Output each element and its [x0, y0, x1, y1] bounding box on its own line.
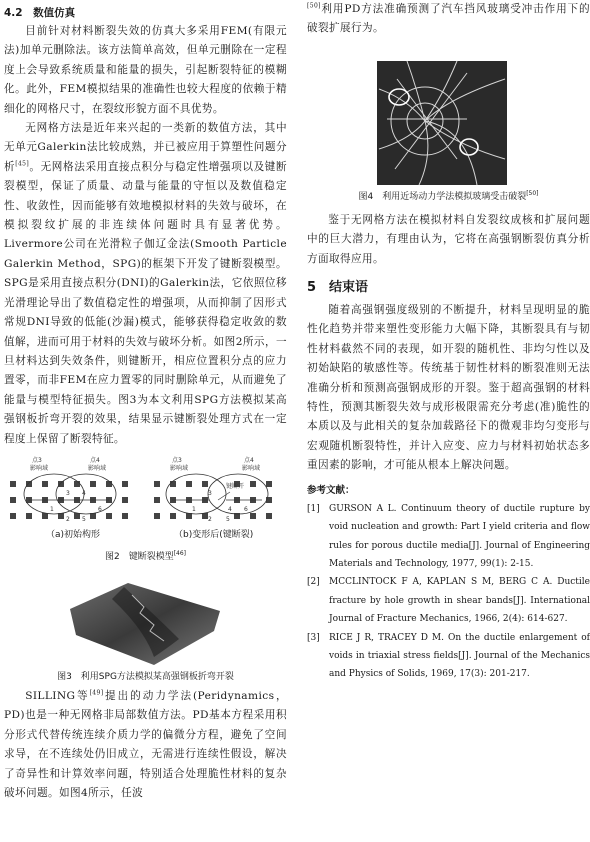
- references-list: [307, 500, 590, 684]
- node-label-3-a: 3: [66, 489, 70, 497]
- figure-2a-caption: （a)初始构形: [46, 529, 101, 540]
- peridynamics-b: 提出的动力学法(Peridynamics，PD)也是一种无网格非局部数值方法。PD基本方程采用积分形式代替传统连续介质力学的偏微分方程，避免了空间求导，在不连续处仍旧成立，无需进行连续性假设，解决了奇异性和计算效率问题，特别适合处理脆性材料的复杂破坏问题。如图4所示，任波: [4, 689, 287, 799]
- paragraph-conclusion: 随着高强钢强度级别的不断提升，材料呈现明显的脆性化趋势并带来塑性变形能力大幅下降，其断裂具有与韧性材料截然不同的表现，如开裂的随机性、非均匀性以及初始缺陷的敏感性等。传统基于韧性材料的断裂准则无法准确分析和预测高强钢成形的开裂。鉴于超高强钢的材料特性，预测其断裂失效与成形极限需充分考虑(准)脆性的本质以及与此相关的复杂加载路径下的微观非均匀变形与宏观随机断裂特性，并计入应变、应力与材料初始状态多重因素的影响，才可能从根本上解决问题。: [307, 304, 590, 472]
- paragraph-meshless: [4, 119, 287, 449]
- figure-2-caption-text: 图2 键断裂模型: [104, 551, 174, 562]
- figure-2b-caption: （b)变形后(键断裂): [174, 529, 254, 540]
- node-label-5-a: 5: [82, 515, 86, 523]
- label-influence-4-a: 影响域: [88, 464, 107, 472]
- node-label-1-a: 1: [50, 505, 54, 513]
- reference-num-3: [3]: [307, 632, 320, 643]
- figure-4: [307, 59, 590, 187]
- left-column: [4, 0, 287, 803]
- figure-3-image: [4, 569, 287, 669]
- reference-text-3: RICE J R, TRACEY D M. On the ductile enlargement of voids in triaxial stress fields[J]. Journal of the Mechanics and Physics of Solids, 1969, 17(3): 201-217.: [329, 632, 590, 680]
- node-label-5-b: 5: [226, 515, 230, 523]
- node-label-2-b: 2: [208, 515, 212, 523]
- influence-domain-3: [24, 474, 84, 514]
- reference-item-3: [307, 629, 590, 684]
- paragraph-meshless-b: 。无网格法采用直接点积分与稳定性增强项以及键断裂模型，保证了质量、动量与能量的守恒以及数值稳定性、收敛性，因而能够有效地模拟材料的失效与破坏，在模拟裂纹扩展的非连续体问题时具有显著优势。Livermore公司在光滑粒子伽辽金法(Smooth Particle Galerkin Method，SPG)的框架下开发了键断裂模型。SPG是采用直接点积分(DNI)的Galerkin法，它依照位移光滑理论导出了数值稳定性的增强项，从而抑制了因形式常规DNI导致的低能(沙漏)模式，能够获得稳定收敛的数值解，进而可用于材料的失效与破坏分析。如图2所示，一旦材料达到失效条件，则键断开，相应位置积分点的应力置零，而非FEM在应力置零的同时删除单元，从而避免了能量与模型特征损失。图3为本文利用SPG方法模拟某高强钢板折弯开裂的效果，结果显示键断裂处理方式在一定程度上保留了断裂特征。: [4, 160, 287, 445]
- paragraph-peridynamics: [4, 687, 287, 803]
- paragraph-fem: 目前针对材料断裂失效的仿真大多采用FEM(有限元法)加单元删除法。该方法简单高效，但单元删除在一定程度上会导致系统质量和能量的损失，引起断裂特征的模糊化。此外，FEM模拟结果的准确性也较大程度的依赖于精细化的网格尺寸，在裂纹形貌方面不具优势。: [4, 25, 287, 115]
- reference-text-1: GURSON A L. Continuum theory of ductile rupture by void nucleation and growth: Part I yield criteria and flow rules for porous ductile media[J]. Journal of Engineering Materials and Technology, 1977, 99(1): 2-15.: [329, 503, 590, 569]
- citation-45: [45]: [15, 160, 30, 168]
- figure-2: [4, 451, 287, 549]
- citation-49: [49]: [89, 689, 104, 697]
- figure-4-image: [307, 59, 590, 187]
- label-point-3-a: 点3: [32, 456, 42, 464]
- label-influence-3-b: 影响域: [170, 464, 189, 472]
- label-influence-4-b: 影响域: [242, 464, 261, 472]
- figure-4-caption: [307, 189, 590, 205]
- figure-4-citation: [50]: [526, 189, 539, 197]
- paragraph-summary: 鉴于无网格方法在模拟材料自发裂纹成核和扩展问题中的巨大潜力，有理由认为，它将在高强钢断裂仿真分析方面取得应用。: [307, 213, 590, 265]
- reference-text-2: MCCLINTOCK F A, KAPLAN S M, BERG C A. Ductile fracture by hole growth in shear bands[J]. International Journal of Fracture Mechanics, 1966, 2(4): 614-627.: [329, 577, 590, 625]
- figure-3: [4, 569, 287, 669]
- influence-domain-4: [56, 474, 116, 514]
- node-label-6-a: 6: [98, 505, 102, 513]
- figure-2-citation: [46]: [173, 549, 187, 557]
- figure-2a-panel: [10, 456, 128, 523]
- section-heading-5: 5 结束语: [307, 280, 369, 296]
- peridynamics-c: 利用PD方法准确预测了汽车挡风玻璃受冲击作用下的破裂扩展行为。: [307, 3, 590, 35]
- figure-2b-panel: [154, 456, 272, 523]
- label-bond-broken: 键断开: [226, 482, 245, 490]
- reference-num-1: [1]: [307, 503, 320, 514]
- peridynamics-a: SILLING等: [25, 689, 90, 702]
- section-heading-4-2: 4.2 数值仿真: [4, 7, 76, 19]
- node-label-2-a: 2: [66, 515, 70, 523]
- node-label-4-b: 4: [228, 505, 232, 513]
- figure-4-caption-text: 图4 利用近场动力学法模拟玻璃受击破裂: [358, 191, 527, 202]
- references-title: 参考文献：: [307, 484, 355, 496]
- bond-break-pointer: [218, 492, 230, 500]
- paragraph-meshless-a: 无网格方法是近年来兴起的一类新的数值方法，其中无单元Galerkin法比较成熟，并已被应用于算塑性问题分析: [4, 122, 287, 173]
- paragraph-peridynamics-cont: [307, 0, 590, 39]
- influence-domain-4-b: [208, 474, 268, 514]
- reference-item-2: [307, 573, 590, 628]
- citation-50: [50]: [307, 2, 321, 10]
- right-column: [307, 0, 590, 684]
- node-label-4-a: 4: [82, 489, 86, 497]
- label-influence-3-a: 影响域: [30, 464, 49, 472]
- node-label-3-b: 3: [208, 489, 212, 497]
- reference-item-1: [307, 500, 590, 574]
- figure-2-diagram: [4, 451, 287, 523]
- label-point-4-b: 点4: [244, 456, 254, 464]
- node-label-1-b: 1: [192, 505, 196, 513]
- node-label-6-b: 6: [244, 505, 248, 513]
- label-point-3-b: 点3: [172, 456, 182, 464]
- label-point-4-a: 点4: [90, 456, 100, 464]
- reference-num-2: [2]: [307, 577, 320, 588]
- figure-3-caption: 图3 利用SPG方法模拟某高强钢板折弯开裂: [57, 671, 234, 682]
- figure-2-caption: [4, 549, 287, 565]
